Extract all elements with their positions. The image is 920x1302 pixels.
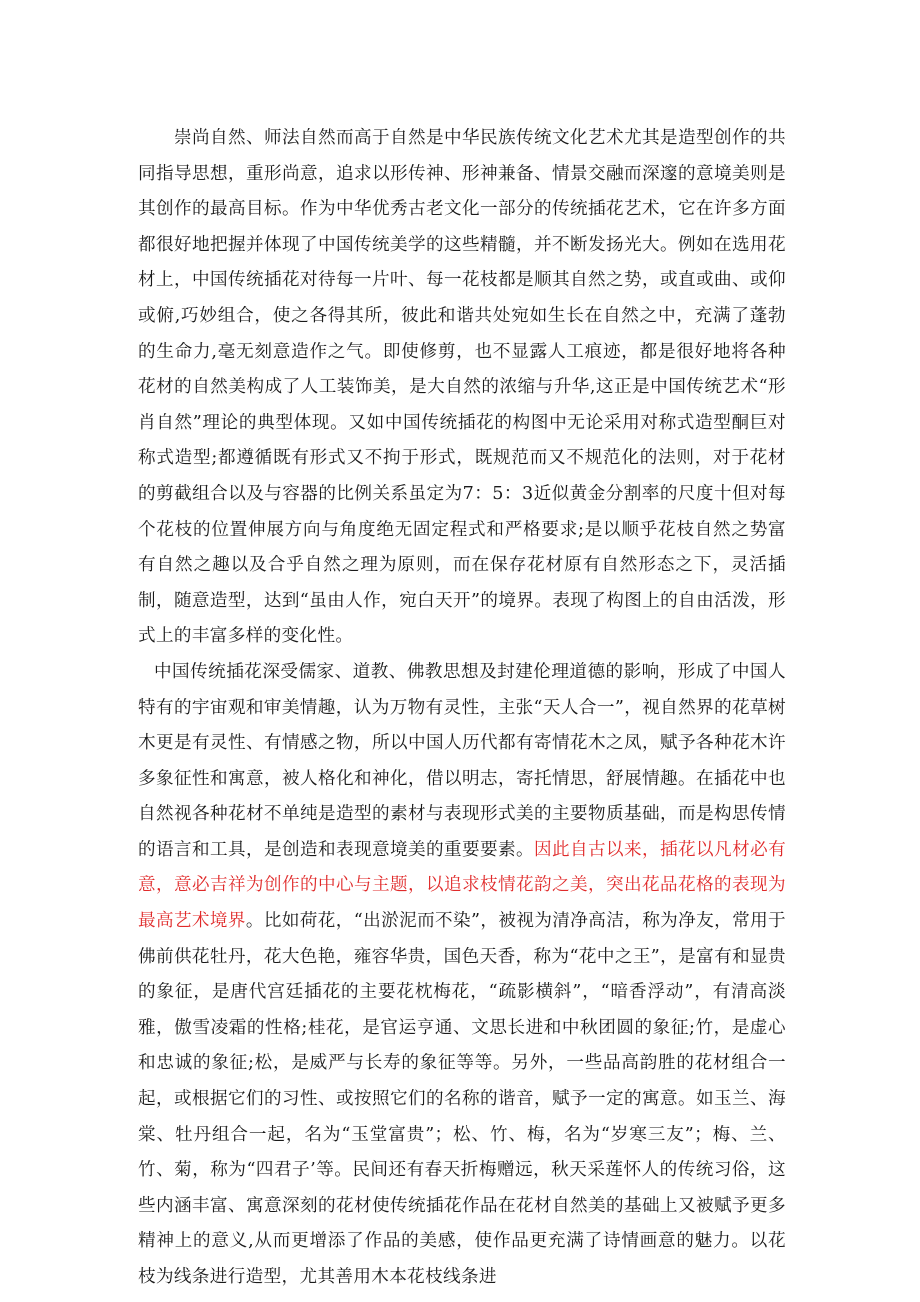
paragraph-symbolism xyxy=(138,655,786,1296)
highlighted-sentence: 因此自古以来，插花以凡材必有意，意必吉祥为创作的中心与主题，以追求枝情花韵之美，突出花品花格的表现为最高艺术境界 xyxy=(138,839,787,932)
document-body xyxy=(138,121,786,1296)
paragraph-naturalism: 崇尚自然、师法自然而高于自然是中华民族传统文化艺术尤其是造型创作的共同指导思想，重形尚意，追求以形传神、形神兼备、情景交融而深邃的意境美则是其创作的最高目标。作为中华优秀古老文化一部分的传统插花艺术，它在许多方面都很好地把握并体现了中国传统美学的这些精髓，并不断发扬光大。例如在选用花材上，中国传统插花对待每一片叶、每一花枝都是顺其自然之势，或直或曲、或仰或俯,巧妙组合，使之各得其所，彼此和谐共处宛如生长在自然之中，充满了蓬勃的生命力,毫无刻意造作之气。即使修剪，也不显露人工痕迹，都是很好地将各种花材的自然美构成了人工装饰美，是大自然的浓缩与升华,这正是中国传统艺术“形肖自然”理论的典型体现。又如中国传统插花的构图中无论采用对称式造型酮巨对称式造型;都遵循既有形式又不拘于形式，既规范而又不规范化的法则，对于花材的剪截组合以及与容器的比例关系虽定为7：5：3近似黄金分割率的尺度十但对每个花枝的位置伸展方向与角度绝无固定程式和严格要求;是以顺乎花枝自然之势富有自然之趣以及合乎自然之理为原则，而在保存花材原有自然形态之下，灵活插制，随意造型，达到“虽由人作，宛白天开”的境界。表现了构图上的自由活泼，形式上的丰富多样的变化性。 xyxy=(138,128,786,647)
paragraph-symbolism-intro: 中国传统插花深受儒家、道教、佛教思想及封建伦理道德的影响，形成了中国人特有的宇宙观和审美情趣，认为万物有灵性，主张“天人合一”，视自然界的花草树木更是有灵性、有情感之物，所以中国人历代都有寄情花木之凤，赋予各种花木许多象征性和寓意，被人格化和神化，借以明志，寄托情思，舒展情趣。在插花中也自然视各种花材不单纯是造型的素材与表现形式美的主要物质基础，而是构思传情的语言和工具，是创造和表现意境美的重要要素。 xyxy=(138,661,786,860)
paragraph-symbolism-examples: 。比如荷花，“出淤泥而不染”，被视为清净高洁，称为净友，常用于佛前供花牡丹，花大色艳，雍容华贵，国色天香，称为“花中之王”，是富有和显贵的象征，是唐代宫廷插花的主要花枕梅花，“疏影横斜”，“暗香浮动”，有清高淡雅，傲雪凌霜的性格;桂花，是官运亨通、文思长进和中秋团圆的象征;竹，是虚心和忠诚的象征;松，是威严与长寿的象征等等。另外，一些品高韵胜的花材组合一起，或根据它们的习性、或按照它们的名称的谐音，赋予一定的寓意。如玉兰、海棠、牡丹组合一起，名为“玉堂富贵”；松、竹、梅，名为“岁寒三友”；梅、兰、竹、菊，称为“四君子’等。民间还有春天折梅赠远，秋天采莲怀人的传统习俗，这些内涵丰富、寓意深刻的花材使传统插花作品在花材自然美的基础上又被赋予更多精神上的意义,从而更增添了作品的美感，使作品更充满了诗情画意的魅力。以花枝为线条进行造型，尤其善用木本花枝线条进 xyxy=(138,911,786,1287)
